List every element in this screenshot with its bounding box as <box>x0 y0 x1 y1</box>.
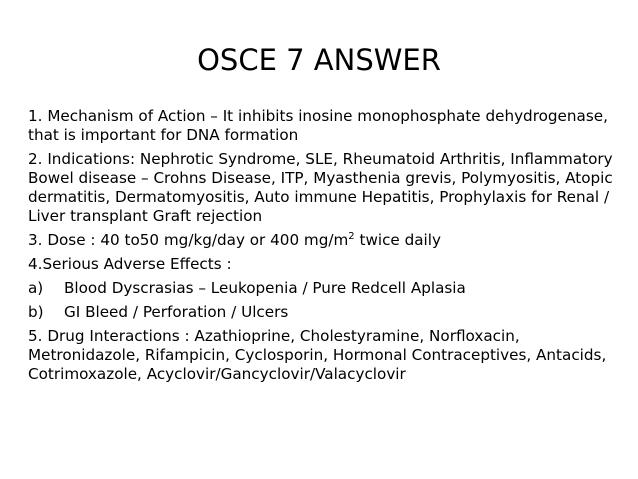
adverse-item <box>28 279 632 298</box>
dose-superscript: 2 <box>348 231 355 242</box>
slide-title: OSCE 7 ANSWER <box>197 43 441 77</box>
dose-text: 3. Dose : 40 to50 mg/kg/day or 400 mg/m <box>28 231 349 249</box>
interactions-paragraph: 5. Drug Interactions : Azathioprine, Cholestyramine, Norfloxacin, Metronidazole, Rifampicin, Cyclosporin, Hormonal Contraceptives, Antacids, Cotrimoxazole, Acyclovir/Gancyclovir/Valacyclovir <box>28 327 607 383</box>
adverse-item-text: Blood Dyscrasias – Leukopenia / Pure Redcell Aplasia <box>64 279 466 297</box>
slide-body <box>28 107 632 389</box>
adverse-item-marker: a) <box>28 279 44 297</box>
adverse-heading: 4.Serious Adverse Effects : <box>28 255 232 273</box>
adverse-item <box>28 303 632 322</box>
adverse-item-marker: b) <box>28 303 44 321</box>
dose-suffix: twice daily <box>354 231 441 249</box>
dose-paragraph <box>28 231 632 250</box>
indications-paragraph: 2. Indications: Nephrotic Syndrome, SLE, Rheumatoid Arthritis, Inflammatory Bowel disease – Crohns Disease, ITP, Myasthenia grevis, Polymyositis, Atopic dermatitis, Dermatomyositis, Auto immune Hepatitis, Prophylaxis for Renal / Liver transplant Graft rejection <box>28 150 613 225</box>
mechanism-paragraph: 1. Mechanism of Action – It inhibits inosine monophosphate dehydrogenase, that is important for DNA formation <box>28 107 608 144</box>
adverse-item-text: GI Bleed / Perforation / Ulcers <box>64 303 289 321</box>
